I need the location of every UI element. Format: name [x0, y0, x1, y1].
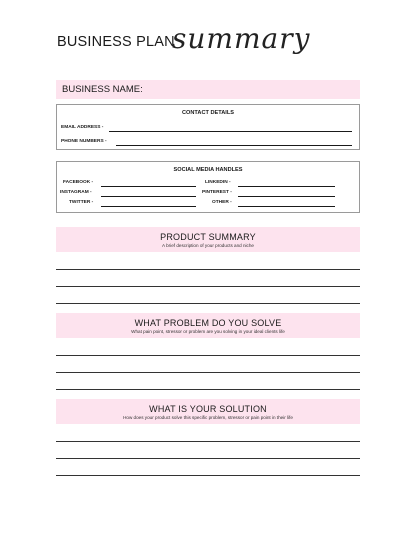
contact-details-box — [56, 104, 360, 150]
facebook-input-line[interactable] — [101, 186, 196, 187]
solution-line[interactable] — [56, 458, 360, 459]
solution-heading: WHAT IS YOUR SOLUTION — [149, 404, 267, 414]
phone-input-line[interactable] — [116, 145, 352, 146]
page-title-script: summary — [172, 22, 311, 55]
twitter-label: TWITTER - — [69, 200, 94, 205]
solution-header — [56, 399, 360, 424]
problem-line[interactable] — [56, 389, 360, 390]
instagram-input-line[interactable] — [101, 196, 196, 197]
other-input-line[interactable] — [238, 206, 335, 207]
solution-line[interactable] — [56, 441, 360, 442]
problem-header — [56, 313, 360, 338]
solution-line[interactable] — [56, 475, 360, 476]
problem-line[interactable] — [56, 355, 360, 356]
pinterest-label: PINTEREST - — [202, 190, 232, 195]
product-summary-line[interactable] — [56, 269, 360, 270]
email-input-line[interactable] — [109, 131, 352, 132]
social-media-box — [56, 161, 360, 213]
email-label: EMAIL ADDRESS - — [61, 125, 104, 130]
other-label: OTHER - — [212, 200, 232, 205]
phone-label: PHONE NUMBERS - — [61, 139, 107, 144]
twitter-input-line[interactable] — [101, 206, 196, 207]
linkedin-label: LINKEDIN - — [205, 180, 231, 185]
facebook-label: FACEBOOK - — [63, 180, 94, 185]
product-summary-line[interactable] — [56, 286, 360, 287]
problem-heading: WHAT PROBLEM DO YOU SOLVE — [134, 318, 282, 328]
product-summary-heading: PRODUCT SUMMARY — [160, 232, 256, 242]
linkedin-input-line[interactable] — [238, 186, 335, 187]
business-name-field[interactable] — [56, 80, 360, 99]
product-summary-subtitle: A brief description of your products and niche — [162, 243, 254, 248]
problem-line[interactable] — [56, 372, 360, 373]
solution-subtitle: How does your product solve this specific problem, stressor or pain point in their life — [123, 415, 293, 420]
business-name-label: BUSINESS NAME: — [62, 84, 143, 95]
product-summary-header — [56, 227, 360, 252]
page-title: BUSINESS PLAN — [57, 34, 175, 50]
contact-details-title: CONTACT DETAILS — [182, 110, 234, 116]
social-media-title: SOCIAL MEDIA HANDLES — [173, 167, 243, 173]
problem-subtitle: What pain point, stressor or problem are you solving in your ideal clients life — [131, 329, 285, 334]
pinterest-input-line[interactable] — [238, 196, 335, 197]
instagram-label: INSTAGRAM - — [60, 190, 92, 195]
product-summary-line[interactable] — [56, 303, 360, 304]
